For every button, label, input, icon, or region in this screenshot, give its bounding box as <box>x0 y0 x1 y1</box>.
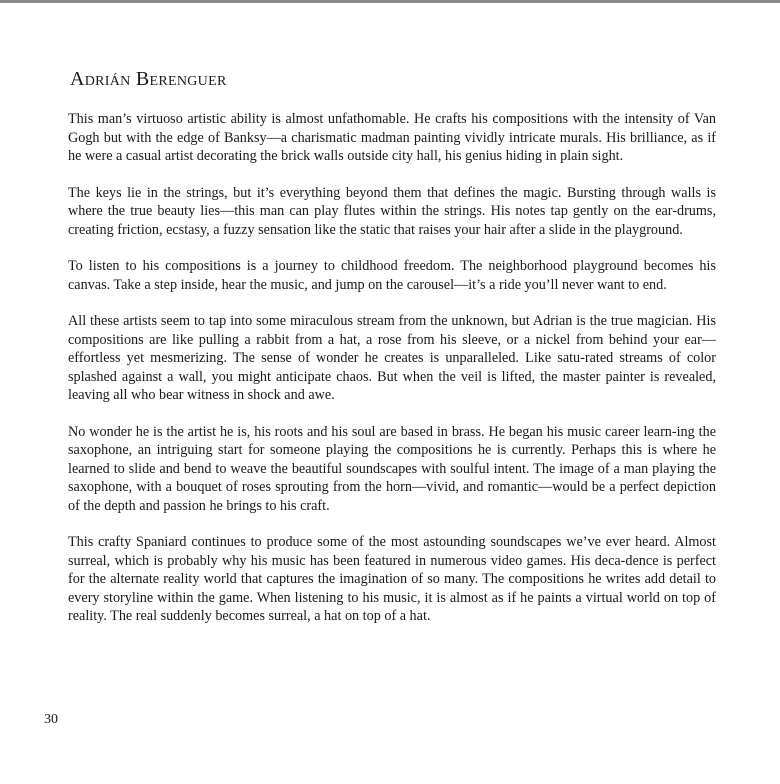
page-title: Adrián Berenguer <box>70 68 227 90</box>
paragraph-3: To listen to his compositions is a journey to childhood freedom. The neighborhood playground becomes his canvas. Take a step inside, hear the music, and jump on the carousel—it’s a ride you’ll never want to end. <box>68 258 716 293</box>
paragraph-5: No wonder he is the artist he is, his roots and his soul are based in brass. He began his music career learn-ing the saxophone, an intriguing start for someone playing the compositions he is currently. Perhaps this is where he learned to slide and bend to weave the beautiful soundscapes with soulful intent. The image of a man playing the saxophone, with a bouquet of roses sprouting from the horn—vivid, and romantic—would be a perfect depiction of the depth and passion he brings to his craft. <box>68 423 716 514</box>
paragraph-2: The keys lie in the strings, but it’s everything beyond them that defines the magic. Bursting through walls is where the true beauty lies—this man can play flutes within the strings. His notes tap gently on the ear-drums, creating friction, ecstasy, a fuzzy sensation like the static that raises your hair after a slide in the playground. <box>68 184 716 238</box>
article-body <box>68 110 716 644</box>
paragraph-6: This crafty Spaniard continues to produce some of the most astounding soundscapes we’ve ever heard. Almost surreal, which is probably why his music has been featured in numerous video games. His deca-dence is perfect for the alternate reality world that captures the imagination of so many. The compositions he writes add detail to every storyline within the game. When listening to his music, it is almost as if he paints a virtual world on top of reality. The real suddenly becomes surreal, a hat on top of a hat. <box>68 534 716 624</box>
top-border-rule <box>0 0 780 3</box>
paragraph-1: This man’s virtuoso artistic ability is almost unfathomable. He crafts his compositions with the intensity of Van Gogh but with the edge of Banksy—a charismatic madman painting vividly intricate murals. His brilliance, as if he were a casual artist decorating the brick walls outside city hall, his genius hiding in plain sight. <box>68 111 716 164</box>
paragraph-4: All these artists seem to tap into some miraculous stream from the unknown, but Adrian is the true magician. His compositions are like pulling a rabbit from a hat, a rose from his sleeve, or a nickel from behind your ear—effortless yet mesmerizing. The sense of wonder he creates is unparalleled. Like satu-rated streams of color splashed against a wall, you might anticipate chaos. But when the veil is lifted, the master painter is revealed, leaving all who bear witness in shock and awe. <box>68 313 716 403</box>
page-number: 30 <box>44 712 58 727</box>
